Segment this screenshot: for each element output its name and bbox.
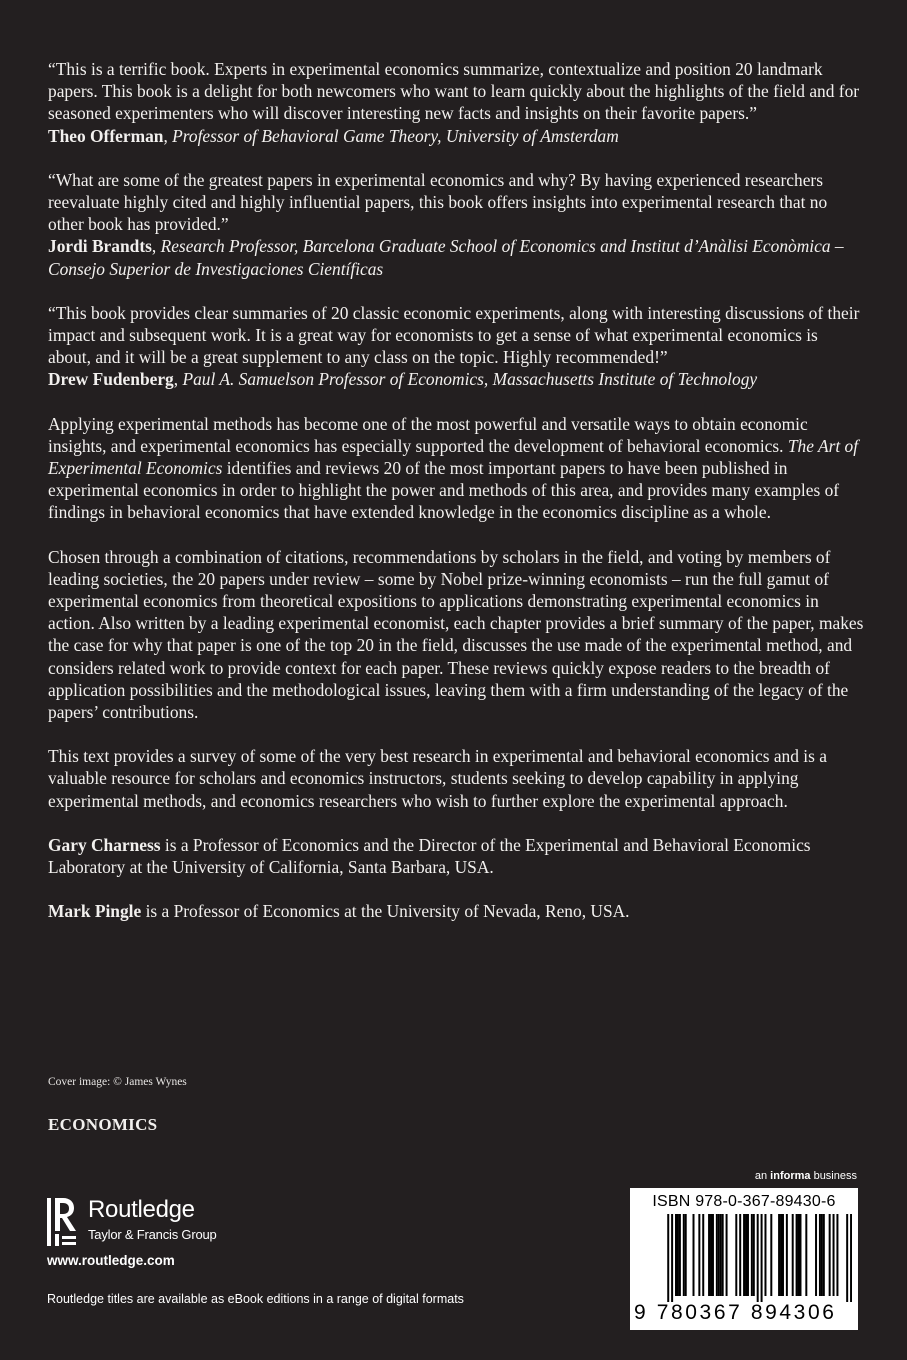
endorsement-attribution: Drew Fudenberg, Paul A. Samuelson Professor of Economics, Massachusetts Institute of Technology [48,369,758,390]
barcode-bar [722,1214,724,1296]
isbn-number: ISBN 978-0-367-89430-6 [652,1193,836,1210]
back-cover-text [48,58,864,945]
author-name: Gary Charness [48,834,161,855]
endorsement-attribution: Theo Offerman, Professor of Behavioral Game Theory, University of Amsterdam [48,125,619,146]
barcode-bar [702,1214,704,1296]
barcode-bar [836,1214,838,1296]
barcode-bar [667,1214,669,1302]
barcode-bar [751,1214,753,1296]
author-bio-text: is a Professor of Economics and the Director of the Experimental and Behavioral Economics Laboratory at the University of California, Santa Barbara, USA. [48,834,811,878]
barcode-bar [780,1214,782,1296]
barcode-bar [716,1214,718,1296]
barcode-icon [640,1214,852,1302]
barcode-bar [833,1214,835,1296]
book-title: The Art of Experimental Economics [48,435,859,479]
barcode-bar [823,1214,825,1296]
barcode-bar [683,1214,685,1296]
barcode-bar [846,1214,848,1302]
barcode-bar [675,1214,677,1296]
description-text: Applying experimental methods has become one of the most powerful and versatile ways to obtain economic insights, and experimental economics has especially supported the development of behavioral economics. [48,413,808,456]
endorser-title: Professor of Behavioral Game Theory, University of Amsterdam [172,125,619,146]
endorsement-quote: “What are some of the greatest papers in experimental economics and why? By having experienced researchers reevaluate highly cited and highly influential papers, this book offers insights into experimental research that no other book has provided.” [48,169,828,235]
barcode-bar [761,1214,763,1302]
description-paragraph-1 [48,413,864,524]
barcode-digits: 9 780367 894306 [634,1301,837,1324]
barcode-bar [799,1214,801,1296]
barcode-bar [698,1214,700,1296]
informa-prefix: an [754,1170,771,1182]
endorsement-attribution: Jordi Brandts, Research Professor, Barcelona Graduate School of Economics and Institut d’Anàlisi Econòmica – Consejo Superior de Investigaciones Científicas [48,236,844,279]
endorser-name: Drew Fudenberg [48,369,174,390]
barcode-bar [679,1214,681,1296]
routledge-logo [46,1196,266,1248]
endorser-name: Jordi Brandts [48,236,152,257]
barcode-bar [739,1214,741,1296]
barcode-bar [726,1214,728,1296]
barcode-bar [819,1214,821,1296]
description-paragraph-2: Chosen through a combination of citations, recommendations by scholars in the field, and voting by members of leading societies, the 20 papers under review – some by Nobel prize-winning economists – run the full gamut of experimental economics from theoretical expositions to applications demonstrating experimental economics in action. Also written by a leading experimental economist, each chapter provides a brief summary of the paper, makes the case for why that paper is one of the top 20 in the field, discusses the use made of the experimental method, and considers related work to provide context for each paper. These reviews quickly expose readers to the breadth of application possibilities and the methodological issues, leaving them with a firm understanding of the legacy of the papers’ contributions. [48,546,864,723]
barcode-bar [792,1214,794,1296]
barcode-bar [757,1214,759,1302]
routledge-mark-icon [46,1196,80,1248]
endorsement-3 [48,302,864,391]
barcode-bar [778,1214,780,1296]
ebook-note: Routledge titles are available as eBook editions in a range of digital formats [47,1292,464,1306]
barcode-bar [693,1214,695,1296]
barcode-bar [735,1214,737,1296]
author-bio-2 [48,900,864,922]
barcode-bar [671,1214,673,1302]
author-bio-text: is a Professor of Economics at the University of Nevada, Reno, USA. [141,901,630,922]
barcode-bar [708,1214,710,1296]
barcode-bar [770,1214,772,1296]
barcode-bar [821,1214,823,1296]
barcode-bar [786,1214,788,1296]
barcode-bar [747,1214,749,1296]
informa-business-label [755,1170,857,1182]
barcode-bar [753,1214,755,1296]
subject-category: ECONOMICS [48,1115,158,1134]
barcode-bar [718,1214,720,1296]
description-paragraph-3: This text provides a survey of some of the very best research in experimental and behavioral economics and is a valuable resource for scholars and economics instructors, students seeking to develop capability in applying experimental methods, and economics researchers who wish to further explore the experimental approach. [48,746,827,811]
barcode-bar [743,1214,745,1296]
barcode-bar [805,1214,807,1296]
barcode-bar [764,1214,766,1296]
barcode-bar [829,1214,831,1296]
author-name: Mark Pingle [48,901,142,922]
endorsement-quote: “This book provides clear summaries of 20 classic economic experiments, along with interesting discussions of their impact and subsequent work. It is a great way for economists to get a sense of what experimental economics is about, and it will be a great supplement to any class on the topic. Highly recommended!” [48,302,860,368]
description-text: identifies and reviews 20 of the most important papers to have been published in experimental economics in order to highlight the power and methods of this area, and provides many examples of findings in behavioral economics that have extended knowledge in the economics discipline as a whole. [48,458,840,523]
barcode-bar [710,1214,712,1296]
endorsement-1 [48,58,864,147]
informa-suffix: business [810,1170,857,1182]
endorser-name: Theo Offerman [48,125,164,146]
barcode-bar [712,1214,714,1296]
cover-image-credit: Cover image: © James Wynes [48,1076,187,1088]
barcode-bar [815,1214,817,1296]
informa-brand: informa [770,1170,811,1182]
barcode-bar [798,1214,800,1296]
barcode-bar [850,1214,852,1302]
publisher-website: www.routledge.com [47,1253,175,1268]
barcode-bar [745,1214,747,1296]
endorsement-2 [48,169,864,280]
barcode-bar [782,1214,784,1296]
barcode-bar [796,1214,798,1296]
endorsement-quote: “This is a terrific book. Experts in experimental economics summarize, contextualize and position 20 landmark papers. This book is a delight for both newcomers who want to learn quickly about the highlights of the field and for seasoned experimenters who will discover interesting new facts and insights on their favorite papers.” [48,59,860,124]
barcode-bar [685,1214,687,1296]
endorser-title: Paul A. Samuelson Professor of Economics, Massachusetts Institute of Technology [182,369,758,390]
publisher-name: Routledge [88,1196,195,1223]
publisher-group: Taylor & Francis Group [88,1227,217,1242]
isbn-barcode [630,1188,858,1330]
endorser-title: Research Professor, Barcelona Graduate School of Economics and Institut d’Anàlisi Econòmica – Consejo Superior de Investigaciones Científicas [48,236,844,279]
barcode-bar [677,1214,679,1296]
author-bio-1 [48,834,864,878]
barcode-bar [720,1214,722,1296]
